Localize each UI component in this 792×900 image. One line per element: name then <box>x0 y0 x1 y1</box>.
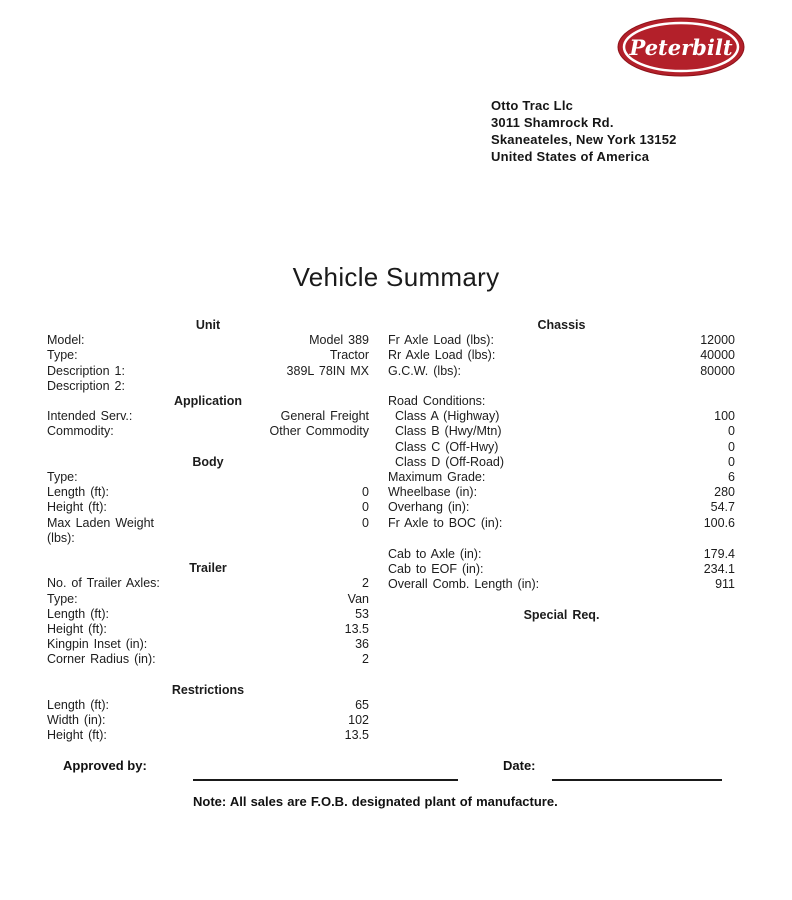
field-row <box>47 348 369 363</box>
logo-text: Peterbilt <box>629 35 733 60</box>
field-row <box>388 516 735 531</box>
section-header-chassis: Chassis <box>537 318 586 332</box>
field-value: 100.6 <box>703 515 735 530</box>
spacer <box>47 440 369 455</box>
field-label: Height (ft): <box>47 728 107 743</box>
field-row <box>388 455 735 470</box>
spacer <box>388 592 735 607</box>
field-row <box>47 409 369 424</box>
field-label: Maximum Grade: <box>388 470 486 485</box>
field-label: Cab to EOF (in): <box>388 562 484 577</box>
field-value: 0 <box>362 515 369 530</box>
field-row <box>388 394 735 409</box>
address-line: 3011 Shamrock Rd. <box>491 115 614 130</box>
field-row <box>47 652 369 667</box>
field-value: 80000 <box>700 363 735 378</box>
left-column <box>47 318 369 744</box>
spacer <box>388 531 735 547</box>
field-value: 13.5 <box>344 622 369 637</box>
field-value: 36 <box>355 637 369 652</box>
field-row <box>388 470 735 485</box>
field-row <box>388 485 735 500</box>
field-row <box>47 379 369 394</box>
field-label: Cab to Axle (in): <box>388 546 482 561</box>
field-value: Van <box>347 591 369 606</box>
field-value: 102 <box>348 713 369 728</box>
section-header-trailer: Trailer <box>189 561 227 576</box>
field-row <box>47 698 369 713</box>
field-row <box>47 516 369 546</box>
page-title: Vehicle Summary <box>292 262 500 292</box>
field-row <box>47 728 369 743</box>
address-line: Skaneateles, New York 13152 <box>491 132 677 147</box>
section-header-unit: Unit <box>195 318 221 332</box>
address-line: United States of America <box>491 149 650 164</box>
spacer <box>47 546 369 561</box>
field-value: 0 <box>362 500 369 515</box>
dealer-address-block <box>491 97 677 165</box>
field-row <box>47 485 369 500</box>
field-row <box>47 364 369 379</box>
spacer <box>388 379 735 394</box>
field-value: 911 <box>715 577 735 592</box>
field-label: No. of Trailer Axles: <box>47 576 160 591</box>
field-row <box>47 500 369 515</box>
field-row <box>47 713 369 728</box>
section-header-application: Application <box>173 394 243 409</box>
field-value: Other Commodity <box>269 424 369 439</box>
field-value: 0 <box>728 424 735 439</box>
field-label: Class A (Highway) <box>395 409 500 424</box>
field-value: 40000 <box>700 348 735 363</box>
field-label: Intended Serv.: <box>47 409 133 424</box>
field-label: Length (ft): <box>47 606 109 621</box>
field-row <box>388 562 735 577</box>
field-value: 0 <box>728 454 735 469</box>
field-value: 100 <box>714 409 735 424</box>
field-label: G.C.W. (lbs): <box>388 363 462 378</box>
field-row <box>388 409 735 424</box>
field-value: 2 <box>362 576 369 591</box>
field-row <box>388 333 735 348</box>
field-value: 13.5 <box>344 728 369 743</box>
field-label: Length (ft): <box>47 485 109 500</box>
field-value: 179.4 <box>703 546 735 561</box>
field-label: Description 1: <box>47 363 125 378</box>
field-value: 6 <box>728 470 735 485</box>
field-row <box>47 622 369 637</box>
field-value: Model 389 <box>309 333 369 348</box>
field-label: Class B (Hwy/Mtn) <box>395 424 502 439</box>
date-label: Date: <box>503 758 536 773</box>
field-row <box>388 500 735 515</box>
field-label: Class C (Off-Hwy) <box>395 439 499 454</box>
field-label: Rr Axle Load (lbs): <box>388 348 496 363</box>
field-value: 280 <box>714 485 735 500</box>
field-value: 0 <box>728 439 735 454</box>
field-value: 389L 78IN MX <box>286 363 369 378</box>
right-column <box>388 318 735 623</box>
field-label: Length (ft): <box>47 698 109 713</box>
field-row <box>388 364 735 379</box>
field-label: Commodity: <box>47 424 114 439</box>
field-value: General Freight <box>280 409 369 424</box>
field-value: 54.7 <box>710 500 735 515</box>
field-label: Type: <box>47 348 78 363</box>
field-label: Fr Axle Load (lbs): <box>388 333 494 348</box>
field-label: Wheelbase (in): <box>388 485 478 500</box>
field-label: Max Laden Weight (lbs): <box>47 515 154 545</box>
field-label: Kingpin Inset (in): <box>47 637 148 652</box>
field-row <box>388 348 735 363</box>
field-label: Type: <box>47 470 78 485</box>
date-signature-line <box>552 779 722 781</box>
approved-by-signature-line <box>193 779 458 781</box>
field-row <box>47 637 369 652</box>
field-row <box>388 424 735 439</box>
fob-note: Note: All sales are F.O.B. designated plant of manufacture. <box>193 794 558 809</box>
approved-by-label: Approved by: <box>63 758 147 773</box>
field-label: Fr Axle to BOC (in): <box>388 515 503 530</box>
field-label: Road Conditions: <box>388 394 486 408</box>
field-label: Height (ft): <box>47 500 107 515</box>
field-label: Model: <box>47 333 85 348</box>
peterbilt-logo-icon <box>617 17 745 77</box>
field-row <box>47 333 369 348</box>
field-value: 12000 <box>700 333 735 348</box>
field-row <box>388 547 735 562</box>
address-line: Otto Trac Llc <box>491 98 574 113</box>
field-row <box>47 424 369 439</box>
field-value: 234.1 <box>703 562 735 577</box>
field-label: Corner Radius (in): <box>47 652 156 667</box>
spacer <box>47 668 369 683</box>
field-row <box>388 577 735 592</box>
section-header-special-req: Special Req. <box>523 607 600 622</box>
field-row <box>47 607 369 622</box>
field-label: Overhang (in): <box>388 500 470 515</box>
field-label: Description 2: <box>47 378 125 393</box>
field-label: Class D (Off-Road) <box>395 454 505 469</box>
field-label: Type: <box>47 591 78 606</box>
field-label: Overall Comb. Length (in): <box>388 577 540 592</box>
section-header-restrictions: Restrictions <box>171 682 245 697</box>
field-value: 65 <box>355 698 369 713</box>
field-value: Tractor <box>329 348 369 363</box>
field-value: 2 <box>362 652 369 667</box>
field-label: Height (ft): <box>47 622 107 637</box>
field-row <box>47 576 369 591</box>
field-value: 0 <box>362 485 369 500</box>
field-row <box>47 470 369 485</box>
field-row <box>388 440 735 455</box>
section-header-body: Body <box>192 454 224 469</box>
field-label: Width (in): <box>47 713 106 728</box>
field-value: 53 <box>355 606 369 621</box>
field-row <box>47 592 369 607</box>
